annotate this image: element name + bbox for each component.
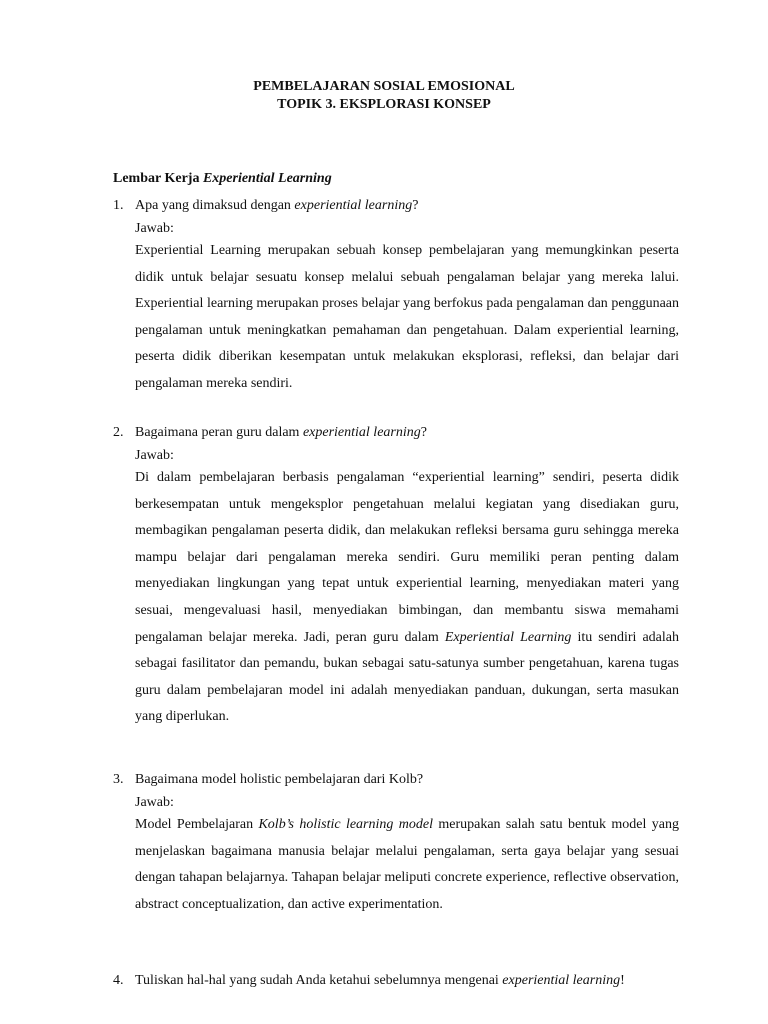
answer-text-part: Di dalam pembelajaran berbasis pengalaman “experiential learning” sendiri, peserta didik berkesempatan untuk mengeksplor pengetahuan melalui kegiatan yang disediakan guru, membagikan pengalaman peserta didik, dan melakukan refleksi bersama guru sehingga mereka mampu belajar dari pengalaman mereka sendiri. Guru memiliki peran penting dalam menyediakan lingkungan yang tepat untuk experiential learning, menyediakan materi yang sesuai, mengevaluasi hasil, menyediakan bimbingan, dan membantu siswa memahami pengalaman belajar mereka. Jadi, peran guru dalam [135, 470, 679, 645]
answer-text-italic: Experiential Learning [444, 629, 572, 645]
answer-label: Jawab: [135, 221, 174, 236]
question-text-italic: experiential learning [502, 973, 621, 988]
answer-text-part: merupakan salah satu bentuk model yang menjelaskan bagaimana manusia belajar melalui pengalaman, serta gaya belajar yang sesuai dengan tahapan belajarnya. Tahapan belajar meliputi concrete experience, reflective observation, abstract conceptualization, dan active experimentation. [135, 817, 679, 912]
question-text-italic: experiential learning [294, 198, 413, 213]
worksheet-label-italic: Experiential Learning [202, 171, 332, 186]
document-title: PEMBELAJARAN SOSIAL EMOSIONAL [253, 79, 515, 94]
answer-text-part: Model Pembelajaran [135, 817, 259, 832]
question-number: 3. [113, 772, 124, 787]
answer-text-part: itu sendiri adalah sebagai fasilitator dan pemandu, bukan sebagai satu-satunya sumber pengetahuan, karena tugas guru dalam pembelajaran model ini adalah menyediakan panduan, dukungan, serta masukan yang diperlukan. [135, 629, 679, 725]
question-text-italic: experiential learning [302, 425, 421, 440]
answer-label: Jawab: [135, 448, 174, 463]
question-number: 2. [113, 425, 124, 440]
question-4 [113, 972, 679, 990]
question-text-suffix: ! [620, 973, 625, 988]
question-2 [113, 424, 679, 731]
question-text [135, 972, 679, 990]
question-text-suffix: ? [420, 425, 427, 440]
worksheet-label: Lembar Kerja [113, 171, 203, 186]
question-text [135, 424, 679, 442]
question-text: Bagaimana model holistic pembelajaran dari Kolb? [135, 772, 424, 787]
question-number: 1. [113, 198, 124, 213]
question-text-prefix: Tuliskan hal-hal yang sudah Anda ketahui sebelumnya mengenai [135, 973, 503, 988]
answer-text [135, 812, 679, 918]
answer-text [135, 465, 679, 731]
question-number: 4. [113, 973, 124, 988]
worksheet-heading [113, 170, 332, 188]
question-3 [113, 771, 679, 918]
question-text [135, 197, 679, 215]
answer-text: Experiential Learning merupakan sebuah konsep pembelajaran yang memungkinkan peserta didik untuk belajar sesuatu konsep melalui sebuah pengalaman belajar yang mereka lalui. Experiential learning merupakan proses belajar yang berfokus pada pengalaman dan penggunaan pengalaman untuk meningkatkan pemahaman dan pengetahuan. Dalam experiential learning, peserta didik diberikan kesempatan untuk melakukan eksplorasi, refleksi, dan belajar dari pengalaman mereka sendiri. [135, 243, 679, 391]
question-text-prefix: Apa yang dimaksud dengan [135, 198, 295, 213]
question-text-prefix: Bagaimana peran guru dalam [135, 425, 303, 440]
document-subtitle: TOPIK 3. EKSPLORASI KONSEP [277, 97, 491, 112]
answer-text-italic: Kolb’s holistic learning model [258, 817, 433, 832]
question-1 [113, 197, 679, 398]
question-text-suffix: ? [412, 198, 419, 213]
answer-label: Jawab: [135, 795, 174, 810]
